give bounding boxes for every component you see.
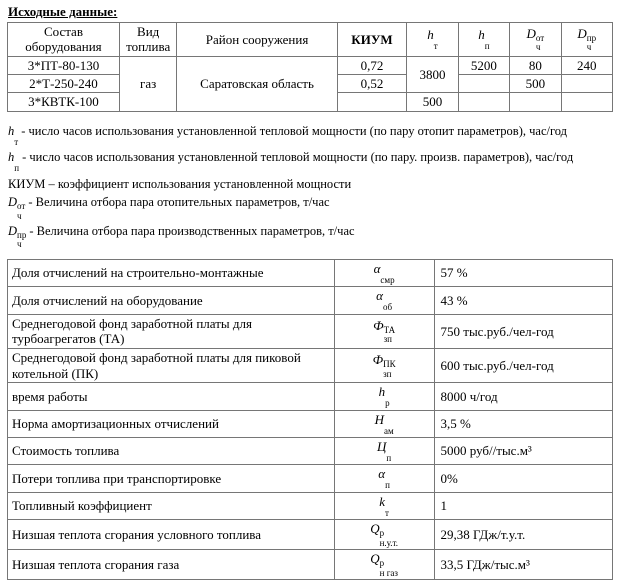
- cell-d-pr: 240: [561, 56, 612, 74]
- cell-d-pr: [561, 74, 612, 92]
- definition-kium: [8, 177, 613, 193]
- param-label: Стоимость топлива: [8, 438, 335, 465]
- definition-text: - число часов использования установленной тепловой мощности (по пару. произв. параметров), час/год: [22, 150, 574, 165]
- param-label: Потери топлива при транспортировке: [8, 465, 335, 492]
- param-row: [8, 287, 613, 314]
- k-t-symbol: k т: [379, 493, 389, 518]
- param-symbol: [334, 465, 434, 492]
- f-zp-ta-symbol: Ф ТА зп: [373, 317, 396, 345]
- definition-text: КИУМ – коэффициент использования установленной мощности: [8, 176, 352, 191]
- cell-kium: [337, 93, 407, 111]
- param-label: Среднегодовой фонд заработной платы для пиковой котельной (ПК): [8, 348, 335, 382]
- cell-kium: 0,52: [337, 74, 407, 92]
- q-gaz-symbol: Q р н газ: [370, 551, 398, 578]
- d-pr-symbol: D пр ч: [8, 224, 27, 250]
- param-row: [8, 314, 613, 348]
- param-symbol: [334, 259, 434, 286]
- param-symbol: [334, 492, 434, 519]
- param-row: [8, 348, 613, 382]
- alpha-p-symbol: α п: [378, 466, 390, 491]
- param-value: 600 тыс.руб./чел-год: [434, 348, 612, 382]
- param-symbol: [334, 410, 434, 437]
- hp-symbol: h п: [478, 27, 490, 52]
- param-row: [8, 438, 613, 465]
- definition-text: - число часов использования установленной тепловой мощности (по пару отопит параметров), час/год: [21, 123, 568, 138]
- param-value: 33,5 ГДж/тыс.м³: [434, 550, 612, 580]
- header-ht: [407, 23, 458, 57]
- param-symbol: [334, 348, 434, 382]
- cell-ht: 500: [407, 93, 458, 111]
- alpha-ob-symbol: α об: [376, 288, 393, 313]
- symbol-definitions: [8, 124, 613, 250]
- param-value: 1: [434, 492, 612, 519]
- q-nut-symbol: Q р н.у.т.: [370, 521, 399, 548]
- param-value: 29,38 ГДж/т.у.т.: [434, 520, 612, 550]
- cell-equipment: 3*КВТК-100: [8, 93, 120, 111]
- header-d-ot: [510, 23, 561, 57]
- param-symbol: [334, 314, 434, 348]
- param-symbol: [334, 520, 434, 550]
- equipment-table: [7, 22, 613, 112]
- param-label: Топливный коэффициент: [8, 492, 335, 519]
- definition-d-pr: [8, 224, 613, 250]
- header-d-pr: [561, 23, 612, 57]
- page-title: Исходные данные:: [8, 4, 118, 19]
- param-value: 3,5 %: [434, 410, 612, 437]
- alpha-smr-symbol: α смр: [373, 260, 395, 285]
- definition-text: - Величина отбора пара отопительных параметров, т/час: [28, 195, 330, 210]
- definition-text: - Величина отбора пара производственных параметров, т/час: [29, 224, 355, 239]
- cell-d-ot: 80: [510, 56, 561, 74]
- param-row: [8, 383, 613, 410]
- param-value: 5000 руб//тыс.м³: [434, 438, 612, 465]
- param-row: [8, 465, 613, 492]
- d-ot-symbol: D от ч: [8, 195, 26, 221]
- ht-symbol: h т: [427, 27, 438, 52]
- param-row: [8, 520, 613, 550]
- cell-kium: 0,72: [337, 56, 407, 74]
- header-hp: [458, 23, 509, 57]
- ts-p-symbol: Ц п: [377, 439, 392, 464]
- param-symbol: [334, 550, 434, 580]
- d-ot-symbol: D от ч: [526, 25, 545, 53]
- header-region: Район сооружения: [177, 23, 337, 57]
- cell-d-ot: [510, 93, 561, 111]
- f-zp-pk-symbol: Ф ПК зп: [372, 352, 396, 379]
- header-equipment: Состав оборудования: [8, 23, 120, 57]
- definition-hp: [8, 150, 613, 173]
- cell-ht: 3800: [407, 56, 458, 93]
- param-label: Низшая теплота сгорания условного топлива: [8, 520, 335, 550]
- ht-symbol: h т: [8, 123, 19, 147]
- definition-d-ot: [8, 195, 613, 221]
- definition-ht: [8, 124, 613, 147]
- param-label: время работы: [8, 383, 335, 410]
- h-r-symbol: h р: [378, 384, 390, 409]
- cell-equipment: 3*ПТ-80-130: [8, 56, 120, 74]
- param-value: 750 тыс.руб./чел-год: [434, 314, 612, 348]
- param-label: Среднегодовой фонд заработной платы для турбоагрегатов (ТА): [8, 314, 335, 348]
- n-am-symbol: Н ам: [374, 411, 394, 436]
- param-row: [8, 492, 613, 519]
- header-kium: КИУМ: [337, 23, 407, 57]
- cell-d-ot: 500: [510, 74, 561, 92]
- cell-fuel: газ: [119, 56, 176, 111]
- param-row: [8, 550, 613, 580]
- table-row: [8, 56, 613, 74]
- param-value: 43 %: [434, 287, 612, 314]
- header-fuel: Вид топлива: [119, 23, 176, 57]
- param-label: Норма амортизационных отчислений: [8, 410, 335, 437]
- cell-hp: [458, 93, 509, 111]
- cell-hp: 5200: [458, 56, 509, 74]
- cell-region: Саратовская область: [177, 56, 337, 111]
- param-value: 0%: [434, 465, 612, 492]
- d-pr-symbol: D пр ч: [577, 25, 597, 53]
- param-row: [8, 259, 613, 286]
- param-symbol: [334, 383, 434, 410]
- cell-hp: [458, 74, 509, 92]
- cell-equipment: 2*Т-250-240: [8, 74, 120, 92]
- equipment-table-header-row: [8, 23, 613, 57]
- hp-symbol: h п: [8, 150, 20, 174]
- param-row: [8, 410, 613, 437]
- param-label: Доля отчислений на строительно-монтажные: [8, 259, 335, 286]
- param-symbol: [334, 438, 434, 465]
- param-label: Доля отчислений на оборудование: [8, 287, 335, 314]
- param-symbol: [334, 287, 434, 314]
- param-value: 8000 ч/год: [434, 383, 612, 410]
- param-label: Низшая теплота сгорания газа: [8, 550, 335, 580]
- param-value: 57 %: [434, 259, 612, 286]
- cell-d-pr: [561, 93, 612, 111]
- parameters-table: [7, 259, 613, 580]
